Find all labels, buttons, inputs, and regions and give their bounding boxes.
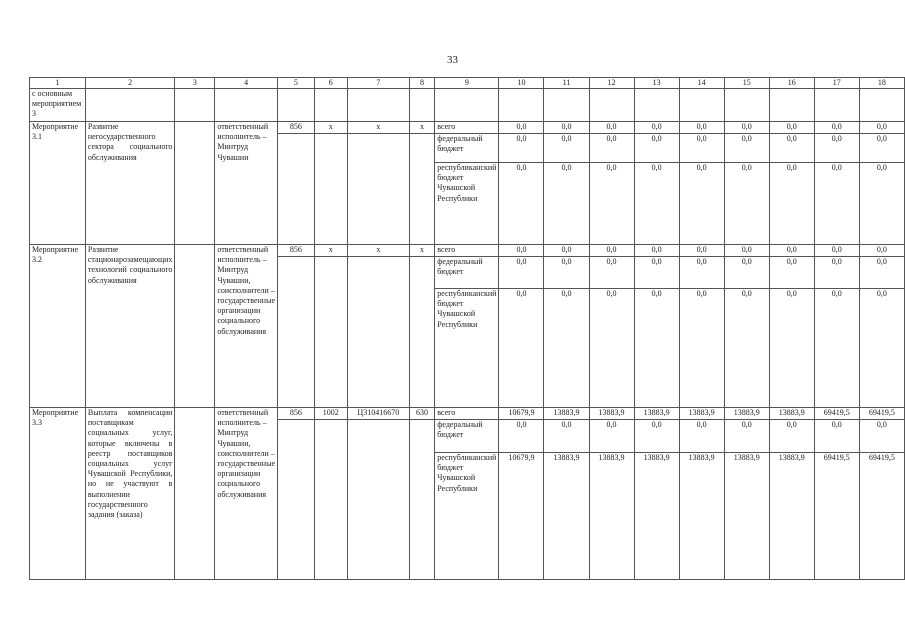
funding-value: 0,0 <box>544 289 589 408</box>
budget-code: x <box>314 122 347 134</box>
funding-value: 0,0 <box>814 245 859 257</box>
funding-value: 13883,9 <box>634 453 679 580</box>
funding-value: 0,0 <box>724 163 769 245</box>
budget-code: x <box>347 122 409 134</box>
funding-value: 0,0 <box>634 134 679 163</box>
funding-value: 0,0 <box>814 420 859 453</box>
column-number: 12 <box>589 78 634 89</box>
funding-value: 0,0 <box>544 163 589 245</box>
budget-code: 856 <box>277 122 314 134</box>
funding-value: 0,0 <box>679 134 724 163</box>
funding-value: 0,0 <box>499 289 544 408</box>
funding-source: республиканский бюджет Чувашской Республики <box>435 163 499 245</box>
column-number: 13 <box>634 78 679 89</box>
measure-name: Мероприятие 3.2 <box>30 245 86 408</box>
funding-value: 10679,9 <box>499 453 544 580</box>
funding-value: 0,0 <box>769 163 814 245</box>
empty-cell <box>769 89 814 122</box>
funding-value: 69419,5 <box>859 408 904 420</box>
funding-value: 0,0 <box>724 257 769 289</box>
funding-value: 13883,9 <box>724 408 769 420</box>
measure-name: Мероприятие 3.1 <box>30 122 86 245</box>
column-number: 1 <box>30 78 86 89</box>
empty-cell <box>347 134 409 245</box>
column-number: 9 <box>435 78 499 89</box>
funding-value: 13883,9 <box>769 408 814 420</box>
measure-description: Развитие негосударственного сектора социального обслуживания <box>85 122 175 245</box>
funding-value: 0,0 <box>859 257 904 289</box>
funding-value: 0,0 <box>859 163 904 245</box>
funding-value: 0,0 <box>679 245 724 257</box>
empty-cell <box>544 89 589 122</box>
funding-value: 0,0 <box>544 420 589 453</box>
measure-description: Развитие стационарозамещающих технологий социального обслуживания <box>85 245 175 408</box>
funding-value: 13883,9 <box>544 408 589 420</box>
empty-cell <box>347 420 409 580</box>
funding-value: 0,0 <box>859 420 904 453</box>
funding-source: республиканский бюджет Чувашской Республики <box>435 453 499 580</box>
empty-cell <box>175 245 215 408</box>
funding-source: федеральный бюджет <box>435 257 499 289</box>
funding-value: 0,0 <box>634 122 679 134</box>
empty-cell <box>634 89 679 122</box>
funding-value: 69419,5 <box>859 453 904 580</box>
funding-source: всего <box>435 408 499 420</box>
funding-value: 0,0 <box>769 289 814 408</box>
empty-cell <box>435 89 499 122</box>
empty-cell <box>499 89 544 122</box>
funding-value: 0,0 <box>544 134 589 163</box>
budget-code: x <box>347 245 409 257</box>
funding-value: 0,0 <box>814 134 859 163</box>
column-number: 15 <box>724 78 769 89</box>
funding-value: 0,0 <box>589 420 634 453</box>
funding-value: 0,0 <box>499 134 544 163</box>
funding-value: 0,0 <box>814 289 859 408</box>
funding-value: 0,0 <box>724 289 769 408</box>
source-row <box>30 122 905 134</box>
column-number: 10 <box>499 78 544 89</box>
funding-source: всего <box>435 122 499 134</box>
funding-value: 0,0 <box>499 257 544 289</box>
empty-cell <box>175 408 215 580</box>
budget-code: 856 <box>277 245 314 257</box>
source-row <box>30 245 905 257</box>
column-number: 6 <box>314 78 347 89</box>
column-number: 5 <box>277 78 314 89</box>
empty-cell <box>277 257 314 408</box>
funding-value: 0,0 <box>634 257 679 289</box>
column-number: 18 <box>859 78 904 89</box>
empty-cell <box>277 420 314 580</box>
funding-value: 0,0 <box>679 420 724 453</box>
empty-cell <box>679 89 724 122</box>
funding-value: 0,0 <box>859 122 904 134</box>
funding-value: 13883,9 <box>589 408 634 420</box>
budget-code: x <box>409 122 434 134</box>
funding-value: 13883,9 <box>679 408 724 420</box>
column-number: 14 <box>679 78 724 89</box>
empty-cell <box>859 89 904 122</box>
funding-value: 0,0 <box>814 257 859 289</box>
funding-value: 0,0 <box>814 163 859 245</box>
table-body <box>30 78 905 580</box>
funding-value: 0,0 <box>589 163 634 245</box>
funding-value: 0,0 <box>499 163 544 245</box>
funding-source: республиканский бюджет Чувашской Республики <box>435 289 499 408</box>
intro-row <box>30 89 905 122</box>
funding-value: 0,0 <box>769 245 814 257</box>
funding-value: 0,0 <box>499 420 544 453</box>
funding-value: 13883,9 <box>724 453 769 580</box>
funding-value: 13883,9 <box>589 453 634 580</box>
funding-value: 69419,5 <box>814 408 859 420</box>
funding-value: 69419,5 <box>814 453 859 580</box>
page-number: 33 <box>447 54 458 66</box>
funding-value: 0,0 <box>544 257 589 289</box>
funding-source: федеральный бюджет <box>435 134 499 163</box>
empty-cell <box>347 257 409 408</box>
funding-source: всего <box>435 245 499 257</box>
funding-value: 0,0 <box>679 289 724 408</box>
column-number: 4 <box>215 78 278 89</box>
column-number: 2 <box>85 78 175 89</box>
funding-value: 0,0 <box>634 245 679 257</box>
budget-table <box>29 77 905 580</box>
funding-value: 13883,9 <box>769 453 814 580</box>
funding-value: 0,0 <box>769 420 814 453</box>
empty-cell <box>314 134 347 245</box>
funding-value: 0,0 <box>679 122 724 134</box>
column-number-row <box>30 78 905 89</box>
budget-code: 630 <box>409 408 434 420</box>
funding-value: 0,0 <box>679 163 724 245</box>
funding-value: 0,0 <box>634 163 679 245</box>
funding-value: 0,0 <box>634 420 679 453</box>
column-number: 7 <box>347 78 409 89</box>
funding-value: 0,0 <box>769 257 814 289</box>
budget-code: x <box>409 245 434 257</box>
empty-cell <box>409 89 434 122</box>
budget-code: Ц310416670 <box>347 408 409 420</box>
funding-value: 0,0 <box>724 122 769 134</box>
measure-description: Выплата компенсации поставщикам социальных услуг, которые включены в реестр поставщиков социальных услуг Чувашской Республики, но не участвуют в выполнении государственного задания (заказа) <box>85 408 175 580</box>
measure-executor: ответственный исполнитель – Минтруд Чувашии, соисполнители – государственные организации социального обслуживания <box>215 408 278 580</box>
empty-cell <box>409 257 434 408</box>
funding-value: 0,0 <box>589 245 634 257</box>
funding-value: 0,0 <box>679 257 724 289</box>
empty-cell <box>409 134 434 245</box>
funding-value: 0,0 <box>769 134 814 163</box>
funding-value: 13883,9 <box>634 408 679 420</box>
measure-executor: ответственный исполнитель – Минтруд Чувашии, соисполнители – государственные организации социального обслуживания <box>215 245 278 408</box>
empty-cell <box>347 89 409 122</box>
funding-value: 0,0 <box>769 122 814 134</box>
funding-value: 0,0 <box>724 245 769 257</box>
funding-value: 0,0 <box>499 122 544 134</box>
empty-cell <box>175 89 215 122</box>
measure-name: Мероприятие 3.3 <box>30 408 86 580</box>
empty-cell <box>314 257 347 408</box>
empty-cell <box>277 134 314 245</box>
empty-cell <box>277 89 314 122</box>
budget-code: x <box>314 245 347 257</box>
source-row <box>30 408 905 420</box>
column-number: 17 <box>814 78 859 89</box>
empty-cell <box>175 122 215 245</box>
funding-value: 0,0 <box>859 289 904 408</box>
funding-value: 0,0 <box>589 257 634 289</box>
empty-cell <box>85 89 175 122</box>
funding-source: федеральный бюджет <box>435 420 499 453</box>
empty-cell <box>215 89 278 122</box>
measure-executor: ответственный исполнитель – Минтруд Чувашии <box>215 122 278 245</box>
funding-value: 0,0 <box>544 122 589 134</box>
funding-value: 0,0 <box>859 245 904 257</box>
empty-cell <box>589 89 634 122</box>
funding-value: 0,0 <box>814 122 859 134</box>
funding-value: 0,0 <box>544 245 589 257</box>
funding-value: 13883,9 <box>679 453 724 580</box>
funding-value: 0,0 <box>589 289 634 408</box>
empty-cell <box>814 89 859 122</box>
empty-cell <box>314 89 347 122</box>
funding-value: 0,0 <box>724 134 769 163</box>
budget-code: 856 <box>277 408 314 420</box>
budget-code: 1002 <box>314 408 347 420</box>
funding-value: 0,0 <box>589 122 634 134</box>
empty-cell <box>724 89 769 122</box>
empty-cell <box>409 420 434 580</box>
column-number: 16 <box>769 78 814 89</box>
funding-value: 0,0 <box>499 245 544 257</box>
funding-value: 10679,9 <box>499 408 544 420</box>
intro-text: с основным мероприятием 3 <box>30 89 86 122</box>
column-number: 8 <box>409 78 434 89</box>
funding-value: 0,0 <box>859 134 904 163</box>
column-number: 11 <box>544 78 589 89</box>
funding-value: 13883,9 <box>544 453 589 580</box>
funding-value: 0,0 <box>589 134 634 163</box>
funding-value: 0,0 <box>724 420 769 453</box>
column-number: 3 <box>175 78 215 89</box>
funding-value: 0,0 <box>634 289 679 408</box>
empty-cell <box>314 420 347 580</box>
